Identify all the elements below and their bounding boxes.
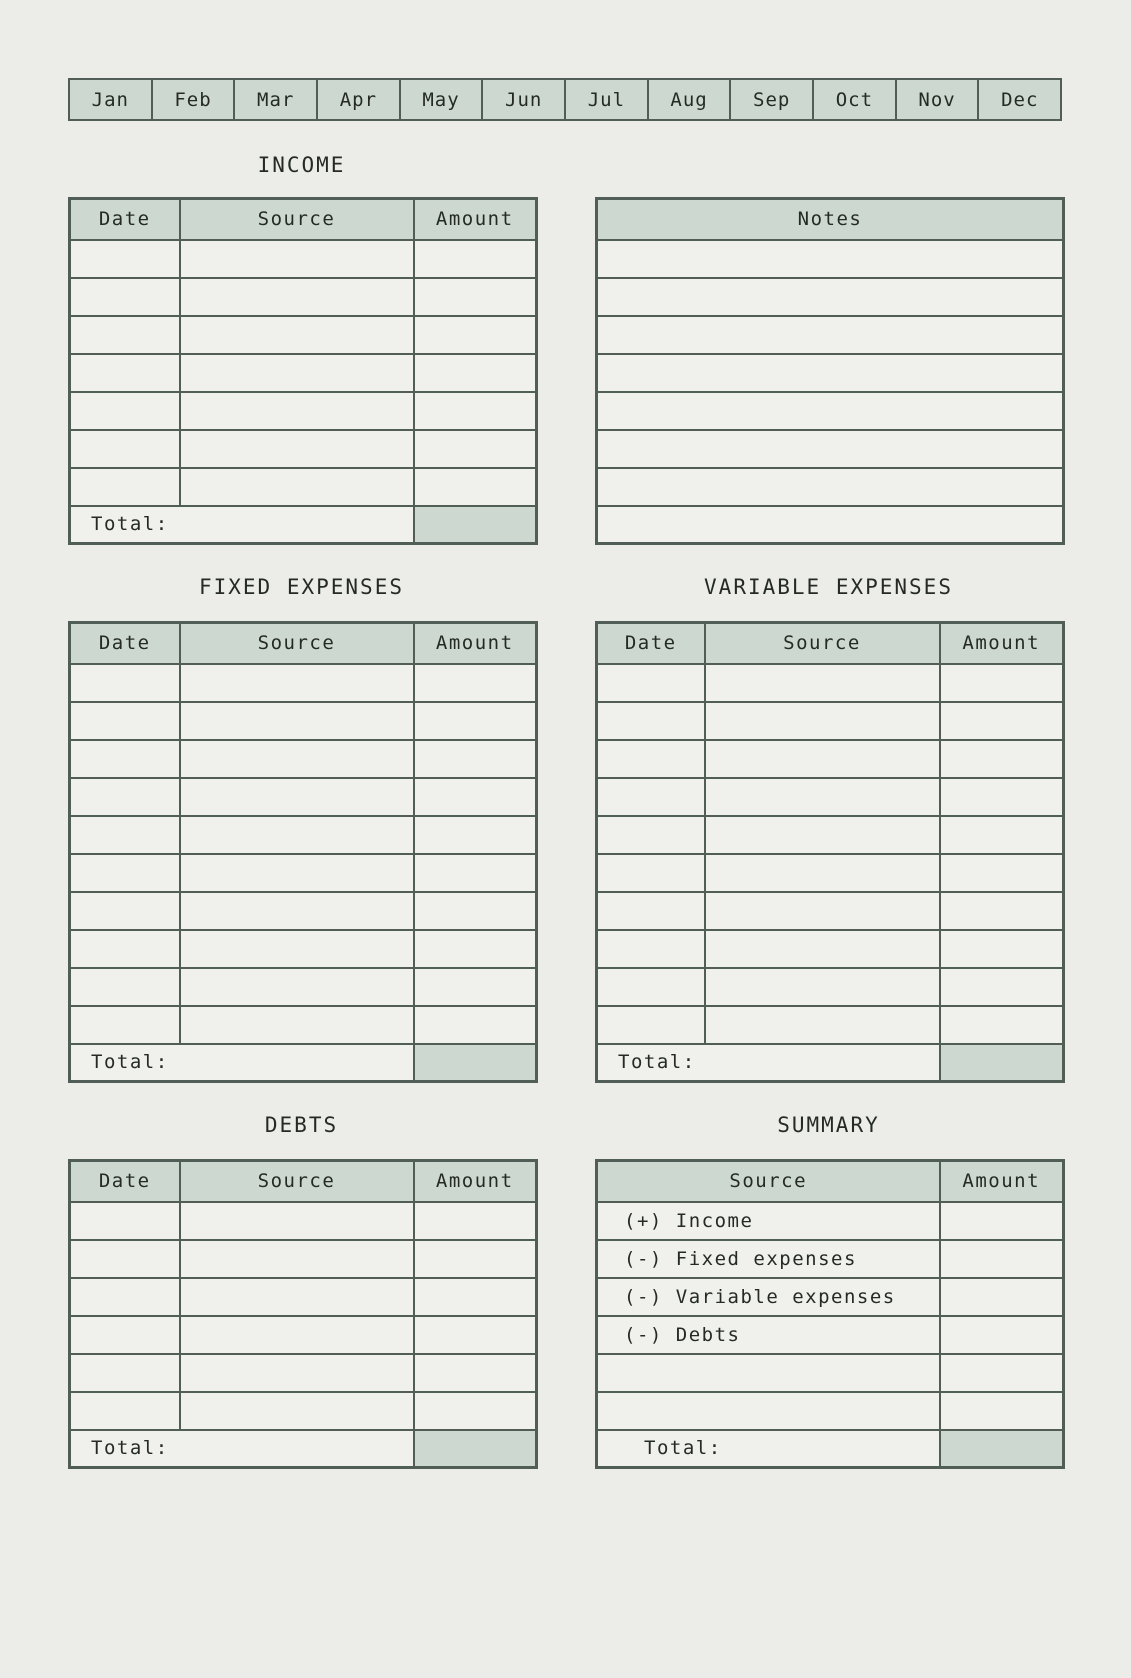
- empty-cell[interactable]: [705, 854, 940, 892]
- empty-cell[interactable]: [940, 1354, 1064, 1392]
- empty-cell[interactable]: [705, 968, 940, 1006]
- row-income-notes: [68, 121, 1062, 545]
- total-amount-cell[interactable]: [940, 1430, 1064, 1468]
- empty-cell[interactable]: [414, 278, 537, 316]
- empty-cell[interactable]: [940, 816, 1064, 854]
- empty-cell[interactable]: [70, 392, 180, 430]
- table-row: [70, 1316, 537, 1354]
- empty-cell[interactable]: [414, 240, 537, 278]
- empty-cell[interactable]: [597, 702, 705, 740]
- empty-cell[interactable]: [414, 1316, 537, 1354]
- empty-cell[interactable]: [180, 1278, 414, 1316]
- table-row: [597, 354, 1064, 392]
- empty-cell[interactable]: [180, 854, 414, 892]
- table-row: [597, 816, 1064, 854]
- summary-section: [595, 1083, 1062, 1469]
- empty-cell[interactable]: [70, 664, 180, 702]
- total-label: Total:: [70, 1044, 414, 1082]
- total-row: [70, 1044, 537, 1082]
- empty-cell[interactable]: [414, 392, 537, 430]
- empty-cell[interactable]: [705, 816, 940, 854]
- empty-cell[interactable]: [414, 892, 537, 930]
- empty-cell[interactable]: [705, 892, 940, 930]
- table-row: [70, 468, 537, 506]
- table-row: [597, 892, 1064, 930]
- empty-cell[interactable]: [705, 664, 940, 702]
- table-row: [597, 854, 1064, 892]
- table-header-row: [597, 623, 1064, 664]
- amount-column-header: Amount: [940, 1161, 1064, 1202]
- empty-cell[interactable]: [70, 1240, 180, 1278]
- summary-title: SUMMARY: [777, 1113, 880, 1137]
- table-row: [597, 968, 1064, 1006]
- table-header-row: [597, 199, 1064, 240]
- empty-cell[interactable]: [597, 430, 1064, 468]
- empty-cell[interactable]: [180, 892, 414, 930]
- table-row: [70, 1240, 537, 1278]
- table-row: [597, 392, 1064, 430]
- empty-cell[interactable]: [705, 702, 940, 740]
- row-expenses: [68, 545, 1062, 1083]
- empty-cell[interactable]: [414, 354, 537, 392]
- notes-section: [595, 121, 1062, 545]
- table-row: [597, 930, 1064, 968]
- empty-cell[interactable]: [70, 1006, 180, 1044]
- month-tab-apr[interactable]: Apr: [318, 80, 401, 119]
- empty-cell[interactable]: [940, 968, 1064, 1006]
- table-row: [597, 240, 1064, 278]
- empty-cell[interactable]: [597, 278, 1064, 316]
- empty-cell[interactable]: [597, 930, 705, 968]
- amount-column-header: Amount: [414, 623, 537, 664]
- month-tab-mar[interactable]: Mar: [235, 80, 318, 119]
- empty-cell[interactable]: [414, 1006, 537, 1044]
- total-label: Total:: [597, 1044, 940, 1082]
- empty-cell[interactable]: [414, 1278, 537, 1316]
- empty-cell[interactable]: [940, 664, 1064, 702]
- empty-cell[interactable]: [70, 240, 180, 278]
- empty-cell[interactable]: [70, 1278, 180, 1316]
- table-header-row: [70, 1161, 537, 1202]
- month-tab-dec[interactable]: Dec: [979, 80, 1060, 119]
- empty-cell[interactable]: [70, 702, 180, 740]
- income-table: [68, 197, 538, 545]
- table-row: [70, 316, 537, 354]
- table-row: [70, 702, 537, 740]
- debts-title: DEBTS: [264, 1113, 339, 1137]
- table-row: [70, 1202, 537, 1240]
- month-tab-jan[interactable]: Jan: [70, 80, 153, 119]
- empty-cell[interactable]: [414, 702, 537, 740]
- empty-cell[interactable]: [597, 392, 1064, 430]
- variable-expenses-table: [595, 621, 1065, 1083]
- empty-cell[interactable]: [70, 1316, 180, 1354]
- empty-cell[interactable]: [180, 930, 414, 968]
- empty-cell[interactable]: [597, 740, 705, 778]
- empty-cell[interactable]: [597, 468, 1064, 506]
- empty-cell[interactable]: [70, 854, 180, 892]
- month-tab-sep[interactable]: Sep: [731, 80, 814, 119]
- table-row: [70, 354, 537, 392]
- date-column-header: Date: [70, 623, 180, 664]
- total-row: [70, 506, 537, 544]
- empty-cell[interactable]: [180, 1392, 414, 1430]
- empty-cell[interactable]: [414, 1354, 537, 1392]
- summary-label-cell[interactable]: (+) Income: [597, 1202, 940, 1240]
- empty-cell[interactable]: [180, 740, 414, 778]
- empty-cell[interactable]: [180, 278, 414, 316]
- empty-cell[interactable]: [180, 778, 414, 816]
- table-row: [597, 316, 1064, 354]
- empty-cell[interactable]: [414, 316, 537, 354]
- empty-cell[interactable]: [70, 278, 180, 316]
- empty-cell[interactable]: [180, 392, 414, 430]
- total-row: [597, 1044, 1064, 1082]
- month-tab-nov[interactable]: Nov: [897, 80, 980, 119]
- empty-cell[interactable]: [70, 316, 180, 354]
- empty-cell[interactable]: [180, 968, 414, 1006]
- date-column-header: Date: [597, 623, 705, 664]
- table-row: [597, 778, 1064, 816]
- table-row: [70, 1006, 537, 1044]
- table-row: [70, 930, 537, 968]
- total-label: Total:: [70, 506, 414, 544]
- empty-cell[interactable]: [180, 1240, 414, 1278]
- empty-cell[interactable]: [597, 316, 1064, 354]
- empty-cell[interactable]: [705, 930, 940, 968]
- source-column-header: Source: [597, 1161, 940, 1202]
- table-row: [597, 1278, 1064, 1316]
- debts-table: [68, 1159, 538, 1469]
- month-bar: [68, 78, 1062, 121]
- empty-cell[interactable]: [940, 1202, 1064, 1240]
- empty-cell[interactable]: [414, 1392, 537, 1430]
- fixed-expenses-section: [68, 545, 535, 1083]
- empty-cell[interactable]: [705, 740, 940, 778]
- total-label: Total:: [597, 1430, 940, 1468]
- empty-cell[interactable]: [70, 354, 180, 392]
- empty-cell[interactable]: [414, 468, 537, 506]
- empty-cell[interactable]: [940, 778, 1064, 816]
- month-tab-aug[interactable]: Aug: [649, 80, 732, 119]
- fixed-expenses-title: FIXED EXPENSES: [198, 575, 404, 599]
- table-row: [70, 968, 537, 1006]
- notes-column-header: Notes: [597, 199, 1064, 240]
- date-column-header: Date: [70, 199, 180, 240]
- empty-cell[interactable]: [940, 740, 1064, 778]
- table-row: [70, 778, 537, 816]
- empty-cell[interactable]: [414, 430, 537, 468]
- amount-column-header: Amount: [940, 623, 1064, 664]
- table-row: [597, 702, 1064, 740]
- table-row: [597, 506, 1064, 544]
- total-amount-cell[interactable]: [940, 1044, 1064, 1082]
- total-amount-cell[interactable]: [414, 506, 537, 544]
- empty-cell[interactable]: [597, 816, 705, 854]
- empty-cell[interactable]: [180, 664, 414, 702]
- empty-cell[interactable]: [414, 740, 537, 778]
- table-row: [70, 816, 537, 854]
- empty-cell[interactable]: [597, 1006, 705, 1044]
- empty-cell[interactable]: [70, 968, 180, 1006]
- table-row: [597, 740, 1064, 778]
- empty-cell[interactable]: [180, 1354, 414, 1392]
- empty-cell[interactable]: [597, 506, 1064, 544]
- empty-cell[interactable]: [180, 354, 414, 392]
- summary-table: [595, 1159, 1065, 1469]
- empty-cell[interactable]: [180, 316, 414, 354]
- total-label: Total:: [70, 1430, 414, 1468]
- empty-cell[interactable]: [414, 778, 537, 816]
- table-row: [70, 430, 537, 468]
- empty-cell[interactable]: [597, 664, 705, 702]
- empty-cell[interactable]: [940, 892, 1064, 930]
- table-row: [597, 1316, 1064, 1354]
- empty-cell[interactable]: [940, 1240, 1064, 1278]
- summary-label-cell[interactable]: (-) Debts: [597, 1316, 940, 1354]
- variable-expenses-section: [595, 545, 1062, 1083]
- summary-label-cell[interactable]: (-) Fixed expenses: [597, 1240, 940, 1278]
- date-column-header: Date: [70, 1161, 180, 1202]
- month-tab-may[interactable]: May: [401, 80, 484, 119]
- empty-cell[interactable]: [940, 702, 1064, 740]
- empty-cell[interactable]: [70, 778, 180, 816]
- source-column-header: Source: [180, 199, 414, 240]
- empty-cell[interactable]: [414, 816, 537, 854]
- empty-cell[interactable]: [180, 240, 414, 278]
- table-row: [70, 278, 537, 316]
- table-header-row: [70, 623, 537, 664]
- table-row: [597, 1392, 1064, 1430]
- table-row: [597, 278, 1064, 316]
- table-row: [597, 1202, 1064, 1240]
- table-row: [70, 1278, 537, 1316]
- month-tab-feb[interactable]: Feb: [153, 80, 236, 119]
- empty-cell[interactable]: [414, 1240, 537, 1278]
- debts-section: [68, 1083, 535, 1469]
- empty-cell[interactable]: [70, 930, 180, 968]
- empty-cell[interactable]: [940, 854, 1064, 892]
- row-debts-summary: [68, 1083, 1062, 1469]
- month-tab-oct[interactable]: Oct: [814, 80, 897, 119]
- empty-cell[interactable]: [70, 740, 180, 778]
- empty-cell[interactable]: [597, 1354, 940, 1392]
- empty-cell[interactable]: [597, 778, 705, 816]
- table-row: [70, 892, 537, 930]
- empty-cell[interactable]: [597, 1392, 940, 1430]
- table-row: [70, 392, 537, 430]
- empty-cell[interactable]: [414, 968, 537, 1006]
- empty-cell[interactable]: [940, 1006, 1064, 1044]
- empty-cell[interactable]: [70, 468, 180, 506]
- income-title: INCOME: [257, 153, 346, 177]
- empty-cell[interactable]: [940, 1278, 1064, 1316]
- empty-cell[interactable]: [180, 702, 414, 740]
- table-row: [597, 1240, 1064, 1278]
- fixed-expenses-table: [68, 621, 538, 1083]
- table-row: [70, 740, 537, 778]
- empty-cell[interactable]: [180, 430, 414, 468]
- table-header-row: [597, 1161, 1064, 1202]
- table-row: [70, 1392, 537, 1430]
- empty-cell[interactable]: [180, 1202, 414, 1240]
- summary-label-cell[interactable]: (-) Variable expenses: [597, 1278, 940, 1316]
- amount-column-header: Amount: [414, 1161, 537, 1202]
- variable-expenses-title: VARIABLE EXPENSES: [704, 575, 953, 599]
- table-row: [70, 664, 537, 702]
- empty-cell[interactable]: [180, 1316, 414, 1354]
- month-tab-jul[interactable]: Jul: [566, 80, 649, 119]
- empty-cell[interactable]: [414, 854, 537, 892]
- table-row: [70, 854, 537, 892]
- empty-cell[interactable]: [180, 468, 414, 506]
- income-section: [68, 121, 535, 545]
- table-row: [70, 1354, 537, 1392]
- empty-cell[interactable]: [940, 1316, 1064, 1354]
- notes-table: [595, 197, 1065, 545]
- empty-cell[interactable]: [597, 968, 705, 1006]
- source-column-header: Source: [180, 623, 414, 664]
- empty-cell[interactable]: [70, 1354, 180, 1392]
- table-row: [597, 1006, 1064, 1044]
- empty-cell[interactable]: [597, 892, 705, 930]
- empty-cell[interactable]: [414, 1202, 537, 1240]
- source-column-header: Source: [180, 1161, 414, 1202]
- table-row: [70, 240, 537, 278]
- budget-planner-page: [68, 78, 1062, 1469]
- table-row: [597, 1354, 1064, 1392]
- source-column-header: Source: [705, 623, 940, 664]
- empty-cell[interactable]: [70, 816, 180, 854]
- empty-cell[interactable]: [70, 430, 180, 468]
- empty-cell[interactable]: [597, 240, 1064, 278]
- empty-cell[interactable]: [597, 354, 1064, 392]
- month-tab-jun[interactable]: Jun: [483, 80, 566, 119]
- empty-cell[interactable]: [940, 1392, 1064, 1430]
- empty-cell[interactable]: [70, 1392, 180, 1430]
- empty-cell[interactable]: [180, 1006, 414, 1044]
- table-row: [597, 430, 1064, 468]
- empty-cell[interactable]: [597, 854, 705, 892]
- total-amount-cell[interactable]: [414, 1044, 537, 1082]
- table-header-row: [70, 199, 537, 240]
- notes-title-spacer: [595, 121, 1062, 177]
- total-row: [70, 1430, 537, 1468]
- empty-cell[interactable]: [414, 930, 537, 968]
- table-row: [597, 468, 1064, 506]
- amount-column-header: Amount: [414, 199, 537, 240]
- table-row: [597, 664, 1064, 702]
- total-amount-cell[interactable]: [414, 1430, 537, 1468]
- empty-cell[interactable]: [940, 930, 1064, 968]
- empty-cell[interactable]: [414, 664, 537, 702]
- empty-cell[interactable]: [705, 778, 940, 816]
- empty-cell[interactable]: [70, 892, 180, 930]
- empty-cell[interactable]: [180, 816, 414, 854]
- empty-cell[interactable]: [70, 1202, 180, 1240]
- empty-cell[interactable]: [705, 1006, 940, 1044]
- total-row: [597, 1430, 1064, 1468]
